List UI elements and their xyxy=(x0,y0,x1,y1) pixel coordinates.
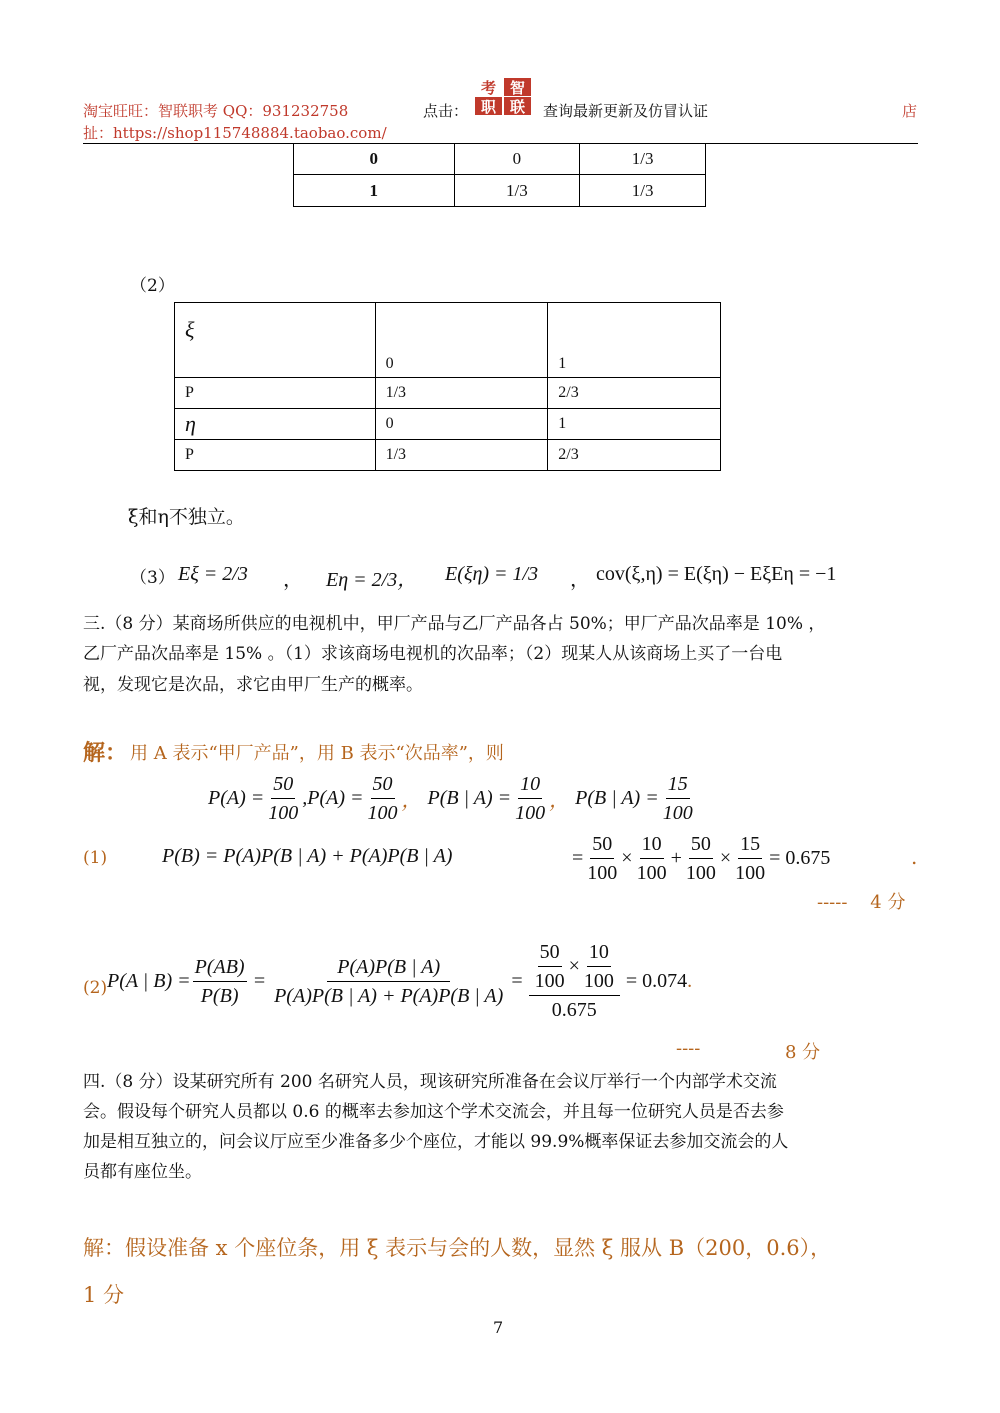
eq-sign: = xyxy=(511,969,523,992)
pa-lhs: P(A) = xyxy=(208,787,265,809)
header-shop-info: 淘宝旺旺：智联职考 QQ：931232758 xyxy=(83,102,349,120)
table-row xyxy=(175,409,721,440)
bayes-formula xyxy=(107,926,692,1036)
fraction xyxy=(585,830,619,887)
table-row xyxy=(294,143,706,175)
part3-sep1: ， xyxy=(283,569,303,591)
fraction xyxy=(733,830,767,887)
frac-num: 10 xyxy=(640,830,664,859)
question4-line1: 四.（8 分）设某研究所有 200 名研究人员，现该研究所准备在会议厅举行一个内部学术交流 xyxy=(83,1072,777,1092)
fraction xyxy=(193,953,247,1010)
pba-lhs: P(B | A) = xyxy=(427,787,512,809)
table-cell: 1 xyxy=(548,303,721,378)
solution4-score: 1 分 xyxy=(83,1283,125,1307)
table-cell: 1/3 xyxy=(580,143,706,175)
frac-num: 50 xyxy=(590,830,614,859)
question3-line1: 三.（8 分）某商场所供应的电视机中，甲厂产品与乙厂产品各占 50%；甲厂产品次品率是 10% ， xyxy=(83,614,826,634)
part3-sep2: ， xyxy=(570,569,590,591)
pabar-lhs: ,P(A) = xyxy=(302,787,364,809)
expect-xi: Eξ = 2/3 xyxy=(178,563,248,585)
frac-den: P(A)P(B | A) + P(A)P(B | A) xyxy=(274,984,504,1007)
eq-sign: = xyxy=(572,847,584,869)
solution3-intro: 用 A 表示“甲厂产品”，用 B 表示“次品率”，则 xyxy=(130,743,504,764)
independence-statement: ξ和η不独立。 xyxy=(128,506,245,528)
fraction xyxy=(635,830,669,887)
score-4: ----- 4 分 xyxy=(817,892,906,913)
pabar-fraction xyxy=(366,770,400,827)
frac-num: 15 xyxy=(738,830,762,859)
table-cell: 0 xyxy=(294,143,455,175)
table-cell: η xyxy=(175,409,376,440)
question3-line3: 视，发现它是次品，求它由甲厂生产的概率。 xyxy=(83,675,423,695)
step2-label: (2) xyxy=(83,978,108,998)
question4-line2: 会。假设每个研究人员都以 0.6 的概率去参加这个学术交流会，并且每一位研究人员是否去参 xyxy=(83,1102,784,1122)
table-row xyxy=(175,440,721,471)
table-row xyxy=(294,175,706,207)
table-cell: 0 xyxy=(375,303,548,378)
comma-1: ， xyxy=(401,790,422,812)
frac-den: 100 xyxy=(735,862,766,884)
header-shop-url[interactable]: 扯：https://shop115748884.taobao.com/ xyxy=(83,124,387,142)
frac-num: P(AB) xyxy=(193,953,247,982)
probability-definitions xyxy=(208,770,697,827)
table-cell: 1/3 xyxy=(375,378,548,409)
question3-line2: 乙厂产品次品率是 15% 。（1）求该商场电视机的次品率；（2）现某人从该商场上买了一台电 xyxy=(83,644,783,664)
frac-num: 10 xyxy=(518,770,542,799)
table-cell: 0 xyxy=(375,409,548,440)
times-sign: × xyxy=(621,847,633,869)
page-number: 7 xyxy=(493,1318,504,1337)
step2-period: . xyxy=(687,969,693,992)
frac-num: 10 xyxy=(587,938,611,967)
plus-sign: + xyxy=(670,847,682,869)
table-cell: 1 xyxy=(548,409,721,440)
frac-num xyxy=(529,938,620,996)
table-cell: 2/3 xyxy=(548,378,721,409)
table-cell: 1 xyxy=(294,175,455,207)
table-cell: P xyxy=(175,440,376,471)
score-8: 8 分 xyxy=(785,1042,821,1063)
header-click-label: 点击： xyxy=(423,102,469,120)
frac-den: 100 xyxy=(685,862,716,884)
fraction xyxy=(582,938,616,995)
expect-xi-eta: E(ξη) = 1/3 xyxy=(445,563,539,585)
solution3-head: 解： xyxy=(83,740,128,766)
frac-den: P(B) xyxy=(200,984,239,1007)
header-query-link[interactable]: 查询最新更新及仿冒认证 xyxy=(543,102,709,120)
eq-sign: = xyxy=(252,969,267,992)
frac-den: 100 xyxy=(662,802,693,824)
frac-den: 100 xyxy=(583,970,614,992)
table-cell: 2/3 xyxy=(548,440,721,471)
solution4-line1: 解：假设准备 x 个座位条，用 ξ 表示与会的人数，显然 ξ 服从 B（200，0.6）， xyxy=(83,1236,832,1260)
header-right-char: 店 xyxy=(902,102,918,120)
frac-num: 50 xyxy=(689,830,713,859)
logo-char-1: 考 xyxy=(475,78,502,96)
comma-2: ， xyxy=(549,790,570,812)
expect-eta: Eη = 2/3， xyxy=(326,569,418,591)
table-cell: 1/3 xyxy=(580,175,706,207)
times-sign: × xyxy=(719,847,732,869)
table-row xyxy=(175,303,721,378)
table-cell: 0 xyxy=(454,143,580,175)
step1-computation xyxy=(572,830,830,887)
step2-result: = 0.074 xyxy=(625,969,688,992)
fraction xyxy=(272,953,505,1010)
step1-result: = 0.675 xyxy=(769,847,831,869)
pa-fraction xyxy=(266,770,300,827)
frac-den: 100 xyxy=(515,802,546,824)
fraction xyxy=(529,938,620,1024)
fraction xyxy=(533,938,567,995)
logo-char-2: 智 xyxy=(504,78,531,96)
frac-den: 100 xyxy=(367,802,398,824)
frac-den: 100 xyxy=(587,862,618,884)
step1-period: . xyxy=(911,845,918,869)
total-probability-formula: P(B) = P(A)P(B | A) + P(A)P(B | A) xyxy=(162,845,453,867)
frac-den: 100 xyxy=(534,970,565,992)
table-cell: 1/3 xyxy=(375,440,548,471)
pba-fraction xyxy=(513,770,547,827)
covariance: cov(ξ,η) = E(ξη) − EξEη = −1 xyxy=(596,563,837,585)
table-cell: 1/3 xyxy=(454,175,580,207)
frac-num: 50 xyxy=(271,770,295,799)
frac-num: P(A)P(B | A) xyxy=(327,953,450,982)
pbabar-lhs: P(B | A) = xyxy=(575,787,659,809)
question4-line3: 加是相互独立的，问会议厅应至少准备多少个座位，才能以 99.9%概率保证去参加交流会的人 xyxy=(83,1132,789,1152)
marginal-distribution-table xyxy=(174,302,721,471)
joint-distribution-table xyxy=(293,143,706,207)
table-cell: P xyxy=(175,378,376,409)
logo-char-3: 职 xyxy=(475,97,502,115)
part2-label: （2） xyxy=(130,276,175,296)
fraction xyxy=(684,830,718,887)
part3-label: （3） xyxy=(130,568,175,588)
step1-label: (1) xyxy=(83,848,108,868)
table-cell: ξ xyxy=(175,303,376,378)
pbabar-fraction xyxy=(661,770,695,827)
step2-lhs: P(A | B) = xyxy=(107,969,191,992)
question4-line4: 员都有座位坐。 xyxy=(83,1162,202,1182)
zhilian-logo[interactable] xyxy=(475,78,533,116)
logo-char-4: 联 xyxy=(504,97,531,115)
frac-num: 50 xyxy=(371,770,395,799)
frac-num: 15 xyxy=(666,770,690,799)
frac-den: 100 xyxy=(268,802,299,824)
frac-den: 100 xyxy=(636,862,667,884)
table-row xyxy=(175,378,721,409)
times-sign: × xyxy=(568,955,580,977)
score-8-dash: ---- xyxy=(676,1038,701,1059)
frac-num: 50 xyxy=(538,938,562,967)
frac-den: 0.675 xyxy=(551,999,597,1021)
